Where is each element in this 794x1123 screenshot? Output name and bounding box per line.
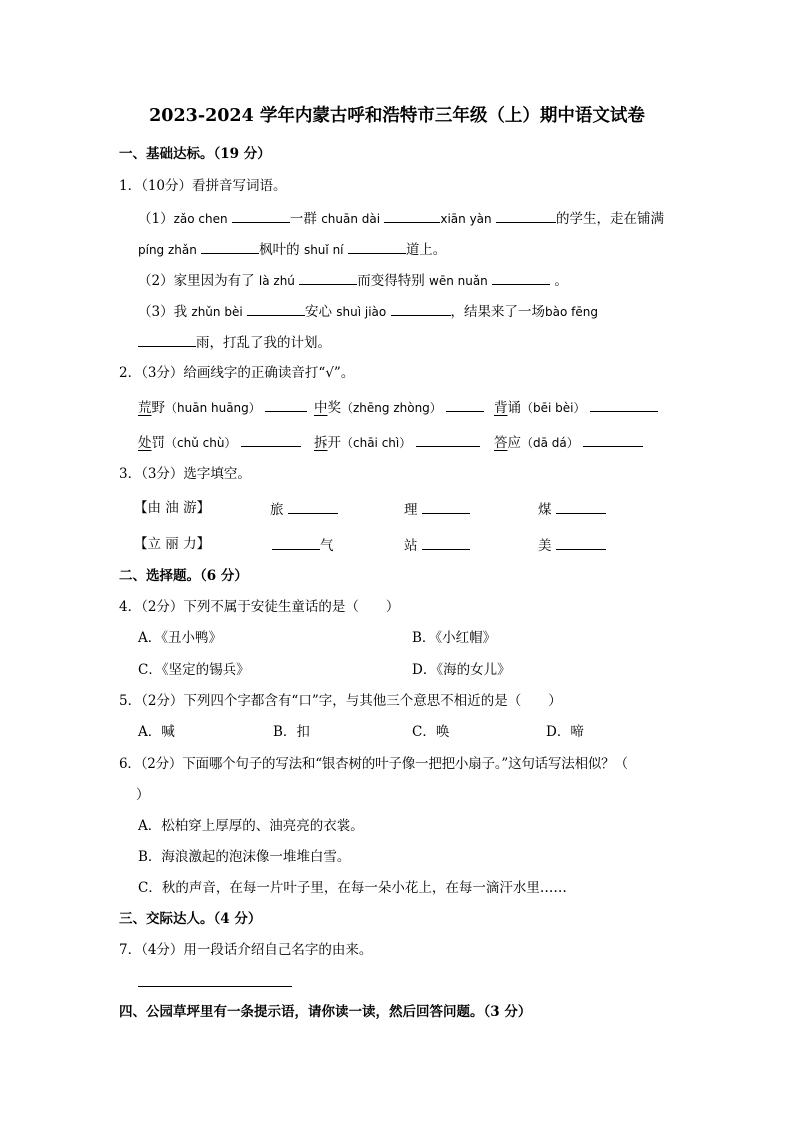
page-title: 2023-2024 学年内蒙古呼和浩特市三年级（上）期中语文试卷 <box>149 106 645 126</box>
answer-line[interactable] <box>138 986 292 987</box>
question-1-stem: 1．（10分）看拼音写词语。 <box>119 178 287 194</box>
answer-blank[interactable] <box>590 397 658 412</box>
q3-word-char: 旅 <box>270 502 284 518</box>
pinyin-options: （dā dá） <box>521 436 579 450</box>
pinyin-options: （chǔ chù） <box>165 436 237 450</box>
question-7-stem: 7．（4分）用一段话介绍自己名字的由来。 <box>119 942 373 958</box>
pinyin-options: （bēi bèi） <box>521 401 586 415</box>
answer-blank[interactable] <box>422 535 470 550</box>
answer-blank[interactable] <box>201 239 259 254</box>
q2-char: 诵 <box>507 400 521 416</box>
q6-option-b[interactable]: B．海浪激起的泡沫像一堆堆白雪。 <box>138 849 351 865</box>
q3-word <box>538 499 606 519</box>
q3-word-char: 美 <box>538 538 552 554</box>
pinyin-options: （huān huāng） <box>165 401 261 415</box>
q4-option-b[interactable]: B．《小红帽》 <box>412 630 497 646</box>
q3-word <box>272 535 334 555</box>
answer-blank[interactable] <box>384 208 440 223</box>
q1-l1-a: （1） <box>138 211 174 227</box>
answer-blank[interactable] <box>299 270 357 285</box>
q3-word <box>404 535 470 555</box>
pinyin: bào fēng <box>545 305 598 319</box>
pinyin-options: （chāi chì） <box>341 436 412 450</box>
q6-option-a[interactable]: A．松柏穿上厚厚的、油亮亮的衣裳。 <box>138 818 364 834</box>
answer-blank[interactable] <box>422 499 470 514</box>
q2-char: 开 <box>327 435 341 451</box>
q2-item <box>138 397 307 417</box>
answer-blank[interactable] <box>138 332 196 347</box>
q5-option-c[interactable]: C．唤 <box>412 724 450 740</box>
answer-blank[interactable] <box>265 397 307 412</box>
answer-blank[interactable] <box>556 499 606 514</box>
underlined-char: 答 <box>494 435 508 451</box>
q5-option-b[interactable]: B．扣 <box>273 724 310 740</box>
q3-word-char: 站 <box>404 538 418 554</box>
answer-blank[interactable] <box>241 432 301 447</box>
q1-l2-a: 枫叶的 <box>259 242 300 258</box>
question-3-stem: 3．（3分）选字填空。 <box>119 466 251 482</box>
q1-l1-b: 一群 <box>289 211 317 227</box>
underlined-char: 荒 <box>138 400 152 416</box>
q2-item <box>314 432 480 452</box>
pinyin: shuǐ ní <box>303 243 344 257</box>
q1-line-2 <box>138 239 446 259</box>
answer-blank[interactable] <box>391 301 451 316</box>
answer-blank[interactable] <box>348 239 406 254</box>
q3-word <box>404 499 470 519</box>
pinyin: là zhú <box>258 274 295 288</box>
q4-option-c[interactable]: C．《坚定的锡兵》 <box>138 662 250 678</box>
q4-option-d[interactable]: D．《海的女儿》 <box>412 662 511 678</box>
q3-word-char: 煤 <box>538 502 552 518</box>
answer-blank[interactable] <box>492 270 550 285</box>
q6-option-c[interactable]: C．秋的声音，在每一片叶子里，在每一朵小花上，在每一滴汗水里…… <box>138 880 567 896</box>
q5-option-d[interactable]: D．啼 <box>546 724 584 740</box>
question-2-stem: 2．（3分）给画线字的正确读音打“√”。 <box>119 365 355 381</box>
answer-blank[interactable] <box>232 208 290 223</box>
q2-item <box>494 432 643 452</box>
q3-word-char: 理 <box>404 502 418 518</box>
underlined-char: 中 <box>314 400 328 416</box>
question-6-stem: 6．（2分）下面哪个句子的写法和“银杏树的叶子像一把把小扇子。”这句话写法相似？（ <box>119 756 628 772</box>
underlined-char: 拆 <box>314 435 328 451</box>
q2-char: 应 <box>507 435 521 451</box>
q1-l4-c: ，结果来了一场 <box>450 304 546 320</box>
pinyin-options: （zhēng zhòng） <box>341 401 442 415</box>
section-3-heading: 三、交际达人。（4 分） <box>119 911 262 927</box>
q1-l3-a: （2）家里因为有了 <box>138 273 255 289</box>
q2-item <box>314 397 484 417</box>
q1-line-3 <box>138 270 568 290</box>
pinyin: xiān yàn <box>440 212 492 226</box>
q1-l3-b: 而变得特别 <box>357 273 425 289</box>
q2-char: 罚 <box>151 435 165 451</box>
q1-l4-b: 安心 <box>304 304 332 320</box>
q2-item <box>494 397 658 417</box>
answer-blank[interactable] <box>556 535 606 550</box>
answer-blank[interactable] <box>583 432 643 447</box>
q1-l2-b: 道上。 <box>405 242 447 258</box>
q3-word <box>270 499 338 519</box>
q1-l3-c: 。 <box>554 273 568 289</box>
q4-option-a[interactable]: A．《丑小鸭》 <box>138 630 222 646</box>
pinyin: chuān dài <box>321 212 381 226</box>
answer-blank[interactable] <box>446 397 484 412</box>
section-1-heading: 一、基础达标。（19 分） <box>119 146 271 162</box>
answer-blank[interactable] <box>288 499 338 514</box>
question-6-stem-cont: ） <box>136 787 150 803</box>
q1-l4-a: （3）我 <box>138 304 188 320</box>
underlined-char: 处 <box>138 435 152 451</box>
q5-option-a[interactable]: A．喊 <box>138 724 175 740</box>
q1-l1-c: 的学生，走在铺满 <box>555 211 664 227</box>
q2-char: 野 <box>151 400 165 416</box>
q3-word-char: 气 <box>320 538 334 554</box>
question-5-stem: 5．（2分）下列四个字都含有“口”字，与其他三个意思不相近的是（ ） <box>119 693 562 709</box>
answer-blank[interactable] <box>496 208 556 223</box>
question-4-stem: 4．（2分）下列不属于安徒生童话的是（ ） <box>119 599 400 615</box>
q3-word <box>538 535 606 555</box>
answer-blank[interactable] <box>416 432 480 447</box>
pinyin: píng zhǎn <box>138 243 197 257</box>
q1-line-1 <box>138 208 664 228</box>
answer-blank[interactable] <box>272 535 320 550</box>
q1-line-4 <box>138 301 598 321</box>
section-2-heading: 二、选择题。（6 分） <box>119 568 248 584</box>
q3-group-2-label: 【立 丽 力】 <box>134 536 211 552</box>
pinyin: shuì jiào <box>336 305 387 319</box>
section-4-heading: 四、公园草坪里有一条提示语，请你读一读，然后回答问题。（3 分） <box>119 1004 532 1020</box>
underlined-char: 背 <box>494 400 508 416</box>
q3-group-1-label: 【由 油 游】 <box>134 500 211 516</box>
pinyin: wēn nuǎn <box>429 274 488 288</box>
q1-line-5 <box>138 332 331 352</box>
answer-blank[interactable] <box>247 301 305 316</box>
q2-char: 奖 <box>327 400 341 416</box>
pinyin: zhǔn bèi <box>191 305 243 319</box>
q1-l5-a: 雨，打乱了我的计划。 <box>196 335 331 351</box>
pinyin: zǎo chen <box>173 212 228 226</box>
q2-item <box>138 432 301 452</box>
